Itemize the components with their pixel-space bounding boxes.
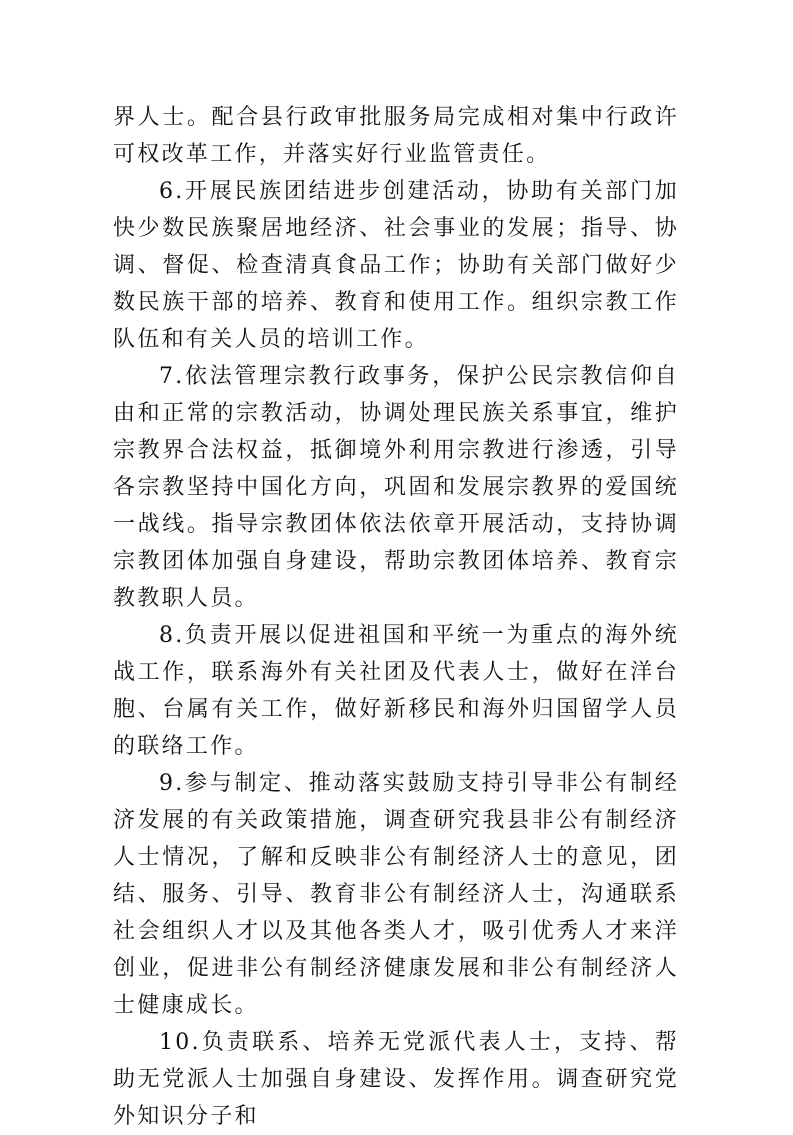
- paragraph-continuation: 界人士。配合县行政审批服务局完成相对集中行政许可权改革工作，并落实好行业监管责任。: [113, 105, 679, 167]
- paragraph-item-9: 9.参与制定、推动落实鼓励支持引导非公有制经济发展的有关政策措施，调查研究我县非公有制经济人士情况，了解和反映非公有制经济人士的意见，团结、服务、引导、教育非公有制经济人士，沟通联系社会组织人才以及其他各类人才，吸引优秀人才来洋创业，促进非公有制经济健康发展和非公有制经济人士健康成长。: [113, 771, 679, 1018]
- paragraph-item-7: 7.依法管理宗教行政事务，保护公民宗教信仰自由和正常的宗教活动，协调处理民族关系事宜，维护宗教界合法权益，抵御境外利用宗教进行渗透，引导各宗教坚持中国化方向，巩固和发展宗教界的爱国统一战线。指导宗教团体依法依章开展活动，支持协调宗教团体加强自身建设，帮助宗教团体培养、教育宗教教职人员。: [113, 364, 679, 611]
- paragraph-item-10: 10.负责联系、培养无党派代表人士，支持、帮助无党派人士加强自身建设、发挥作用。调查研究党外知识分子和: [113, 1030, 679, 1129]
- paragraph-item-6: 6.开展民族团结进步创建活动，协助有关部门加快少数民族聚居地经济、社会事业的发展；指导、协调、督促、检查清真食品工作；协助有关部门做好少数民族干部的培养、教育和使用工作。组织宗教工作队伍和有关人员的培训工作。: [113, 179, 679, 352]
- document-body: [113, 99, 679, 1135]
- paragraph-item-8: 8.负责开展以促进祖国和平统一为重点的海外统战工作，联系海外有关社团及代表人士，做好在洋台胞、台属有关工作，做好新移民和海外归国留学人员的联络工作。: [113, 623, 679, 759]
